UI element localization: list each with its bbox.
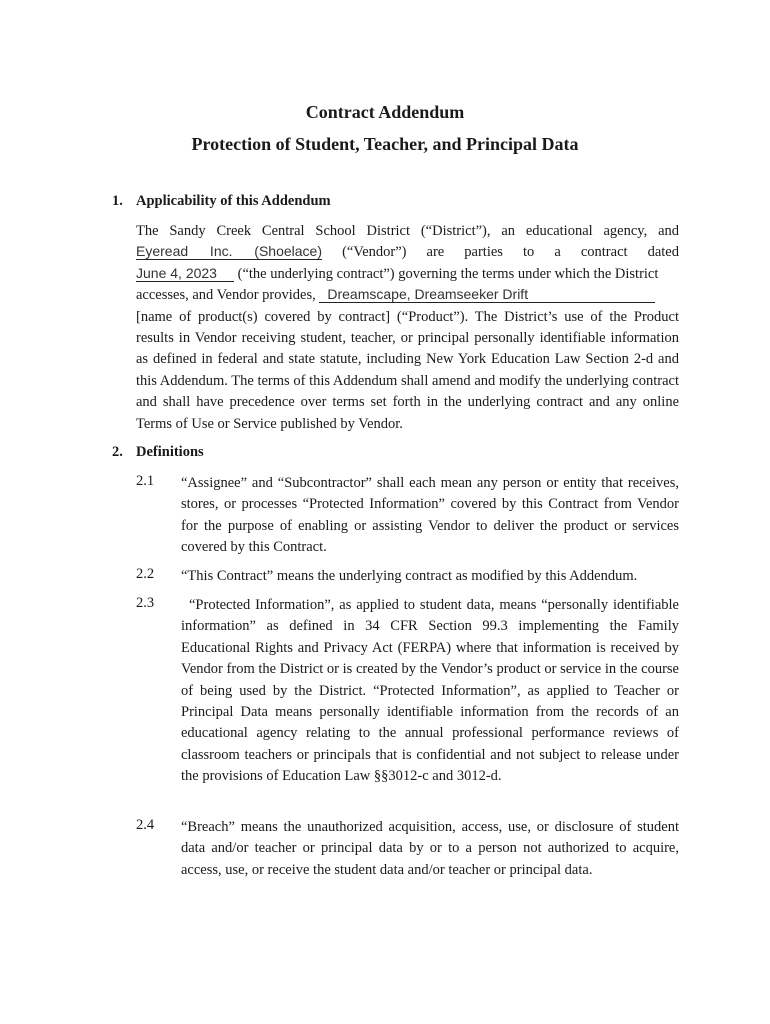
section-title: Definitions bbox=[136, 444, 204, 460]
section-title: Applicability of this Addendum bbox=[136, 193, 331, 209]
vendor-name-field[interactable]: Eyeread Inc. (Shoelace) bbox=[136, 243, 322, 260]
definition-number: 2.4 bbox=[136, 817, 155, 833]
paragraph-line: The Sandy Creek Central School District (“District”), an educational agency, and bbox=[136, 223, 679, 239]
definition-number: 2.3 bbox=[136, 595, 155, 611]
definition-text: “Assignee” and “Subcontractor” shall each mean any person or entity that receives, stores, or processes “Protected Information” covered by this Contract from Vendor for the purpose of enabling or assisting Vendor to deliver the product or services covered by this Contract. bbox=[181, 475, 679, 556]
definition-text: “This Contract” means the underlying contract as modified by this Addendum. bbox=[181, 568, 638, 584]
paragraph-line bbox=[136, 242, 679, 263]
paragraph-line bbox=[136, 285, 679, 306]
product-name-field[interactable]: Dreamscape, Dreamseeker Drift bbox=[319, 287, 655, 303]
definition-number: 2.2 bbox=[136, 566, 155, 582]
paragraph-text: (“Vendor”) are parties to a contract dated bbox=[342, 244, 679, 261]
paragraph-text: (“the underlying contract”) governing the terms under which the District bbox=[237, 265, 659, 282]
definition-number: 2.1 bbox=[136, 473, 155, 489]
section-number: 1. bbox=[112, 193, 123, 209]
paragraph-text: [name of product(s) covered by contract] (“Product”). The District’s use of the Product results in Vendor receiving student, teacher, or principal personally identifiable information as defined in federal and state statute, including New York Education Law Section 2-d and this Addendum. The terms of this Addendum shall amend and modify the underlying contract and shall have precedence over terms set forth in the underlying contract and any online Terms of Use or Service published by Vendor. bbox=[136, 308, 679, 432]
contract-date-field[interactable]: June 4, 2023 bbox=[136, 266, 234, 282]
definition-text: “Protected Information”, as applied to student data, means “personally identifiable information” as defined in 34 CFR Section 99.3 implementing the Family Educational Rights and Privacy Act (FERPA) where that information is received by Vendor from the District or is created by the Vendor’s product or service in the course of being used by the District. “Protected Information”, as applied to Teacher or Principal Data means personally identifiable information from the records of an educational agency relating to the annual professional performance reviews of classroom teachers or principals that is confidential and not subject to release under the provisions of Education Law §§3012-c and 3012-d. bbox=[181, 597, 679, 785]
document-subtitle: Protection of Student, Teacher, and Principal Data bbox=[191, 134, 579, 154]
definition-text: “Breach” means the unauthorized acquisition, access, use, or disclosure of student data and/or teacher or principal data by or to a person not authorized to acquire, access, use, or receive the student data and/or teacher or principal data. bbox=[181, 819, 679, 878]
section-number: 2. bbox=[112, 444, 123, 460]
section-1-paragraph bbox=[136, 221, 679, 435]
document-title: Contract Addendum bbox=[305, 102, 465, 122]
paragraph-line bbox=[136, 264, 679, 285]
paragraph-text: accesses, and Vendor provides, bbox=[136, 287, 316, 304]
